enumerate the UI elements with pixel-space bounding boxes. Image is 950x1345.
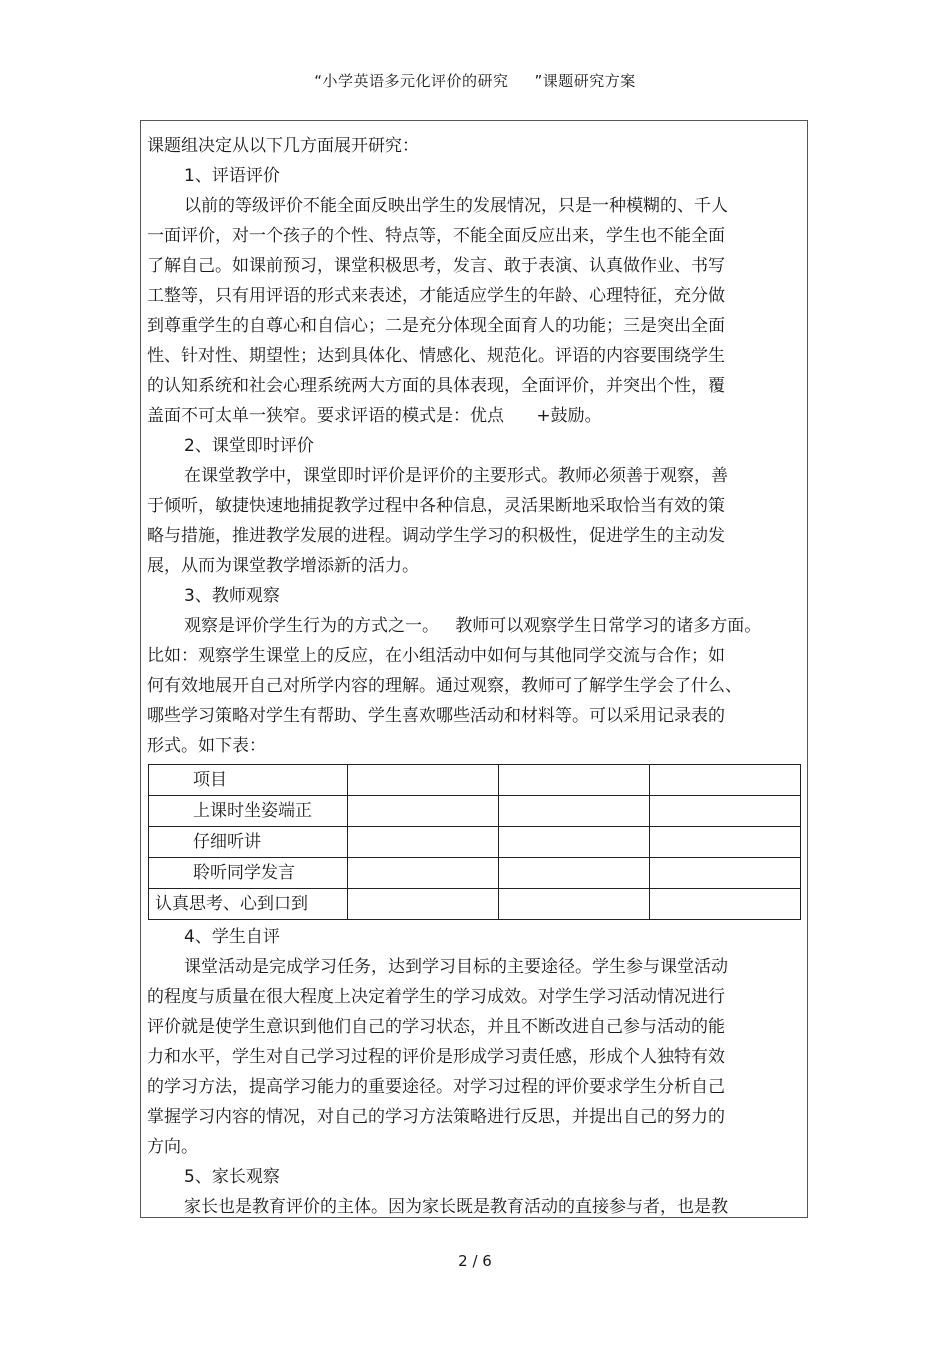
table-cell — [499, 889, 650, 920]
paragraph-line: 比如：观察学生课堂上的反应，在小组活动中如何与其他同学交流与合作；如 — [147, 646, 725, 666]
paragraph-line: 的程度与质量在很大程度上决定着学生的学习成效。对学生学习活动情况进行 — [147, 987, 725, 1007]
paragraph-line: 盖面不可太单一狭窄。要求评语的模式是：优点 +鼓励。 — [147, 406, 602, 426]
paragraph-line: 工整等，只有用评语的形式来表述，才能适应学生的年龄、心理特征，充分做 — [147, 286, 725, 306]
intro-line: 课题组决定从以下几方面展开研究： — [147, 136, 419, 156]
paragraph-line: 性、针对性、期望性；达到具体化、情感化、规范化。评语的内容要围绕学生 — [147, 346, 725, 366]
table-cell — [650, 827, 801, 858]
table-cell — [348, 796, 499, 827]
table-cell — [650, 858, 801, 889]
table-cell — [348, 889, 499, 920]
table-row-label: 聆听同学发言 — [193, 863, 295, 883]
section-heading-4: 4、学生自评 — [184, 927, 280, 947]
paragraph-line: 评价就是使学生意识到他们自己的学习状态，并且不断改进自己参与活动的能 — [147, 1017, 725, 1037]
paragraph-line: 家长也是教育评价的主体。因为家长既是教育活动的直接参与者，也是教 — [184, 1197, 728, 1217]
section-heading-5: 5、家长观察 — [184, 1167, 280, 1187]
paragraph-line: 的学习方法，提高学习能力的重要途径。对学习过程的评价要求学生分析自己 — [147, 1077, 725, 1097]
table-row — [149, 827, 801, 858]
table-cell — [650, 765, 801, 796]
section-heading-1: 1、评语评价 — [184, 166, 280, 186]
page-number: 2 / 6 — [458, 1252, 492, 1270]
document-content — [147, 131, 802, 1218]
paragraph-line: 到尊重学生的自尊心和自信心；二是充分体现全面育人的功能；三是突出全面 — [147, 316, 725, 336]
paragraph-line: 力和水平，学生对自己学习过程的评价是形成学习责任感，形成个人独特有效 — [147, 1047, 725, 1067]
table-cell — [348, 765, 499, 796]
table-row — [149, 765, 801, 796]
paragraph-line: 课堂活动是完成学习任务，达到学习目标的主要途径。学生参与课堂活动 — [184, 957, 728, 977]
paragraph-line: 略与措施，推进教学发展的进程。调动学生学习的积极性，促进学生的主动发 — [147, 526, 725, 546]
observation-table — [148, 764, 801, 920]
table-cell — [499, 765, 650, 796]
paragraph-line: 形式。如下表： — [147, 736, 266, 756]
paragraph-line: 一面评价，对一个孩子的个性、特点等，不能全面反应出来，学生也不能全面 — [147, 226, 725, 246]
table-row-label: 上课时坐姿端正 — [193, 801, 312, 821]
section-heading-3: 3、教师观察 — [184, 586, 280, 606]
paragraph-line: 哪些学习策略对学生有帮助、学生喜欢哪些活动和材料等。可以采用记录表的 — [147, 706, 725, 726]
paragraph-line: 了解自己。如课前预习，课堂积极思考，发言、敢于表演、认真做作业、书写 — [147, 256, 725, 276]
table-cell — [348, 827, 499, 858]
table-row — [149, 796, 801, 827]
table-row-label: 项目 — [193, 770, 227, 790]
table-row-label: 仔细听讲 — [193, 832, 261, 852]
paragraph-line: 何有效地展开自己对所学内容的理解。通过观察，教师可了解学生学会了什么、 — [147, 676, 742, 696]
page-header — [0, 70, 950, 91]
header-title-right: ”课题研究方案 — [534, 72, 636, 90]
paragraph-line: 在课堂教学中，课堂即时评价是评价的主要形式。教师必须善于观察，善 — [184, 466, 728, 486]
table-cell — [650, 889, 801, 920]
table-cell — [499, 796, 650, 827]
table-row — [149, 858, 801, 889]
paragraph-line: 的认知系统和社会心理系统两大方面的具体表现，全面评价，并突出个性，覆 — [147, 376, 725, 396]
table-cell — [650, 796, 801, 827]
header-title-left: “小学英语多元化评价的研究 — [314, 72, 509, 90]
paragraph-line: 方向。 — [147, 1137, 198, 1157]
table-cell — [499, 858, 650, 889]
paragraph-line: 于倾听，敏捷快速地捕捉教学过程中各种信息，灵活果断地采取恰当有效的策 — [147, 496, 725, 516]
section-heading-2: 2、课堂即时评价 — [184, 436, 314, 456]
paragraph-line: 掌握学习内容的情况，对自己的学习方法策略进行反思，并提出自己的努力的 — [147, 1107, 725, 1127]
document-frame — [140, 120, 808, 1218]
paragraph-line: 展，从而为课堂教学增添新的活力。 — [147, 556, 419, 576]
table-row — [149, 889, 801, 920]
paragraph-line: 以前的等级评价不能全面反映出学生的发展情况，只是一种模糊的、千人 — [184, 196, 728, 216]
table-cell — [499, 827, 650, 858]
table-row-label: 认真思考、心到口到 — [155, 894, 308, 914]
paragraph-line: 观察是评价学生行为的方式之一。 教师可以观察学生日常学习的诸多方面。 — [184, 616, 762, 636]
table-cell — [348, 858, 499, 889]
